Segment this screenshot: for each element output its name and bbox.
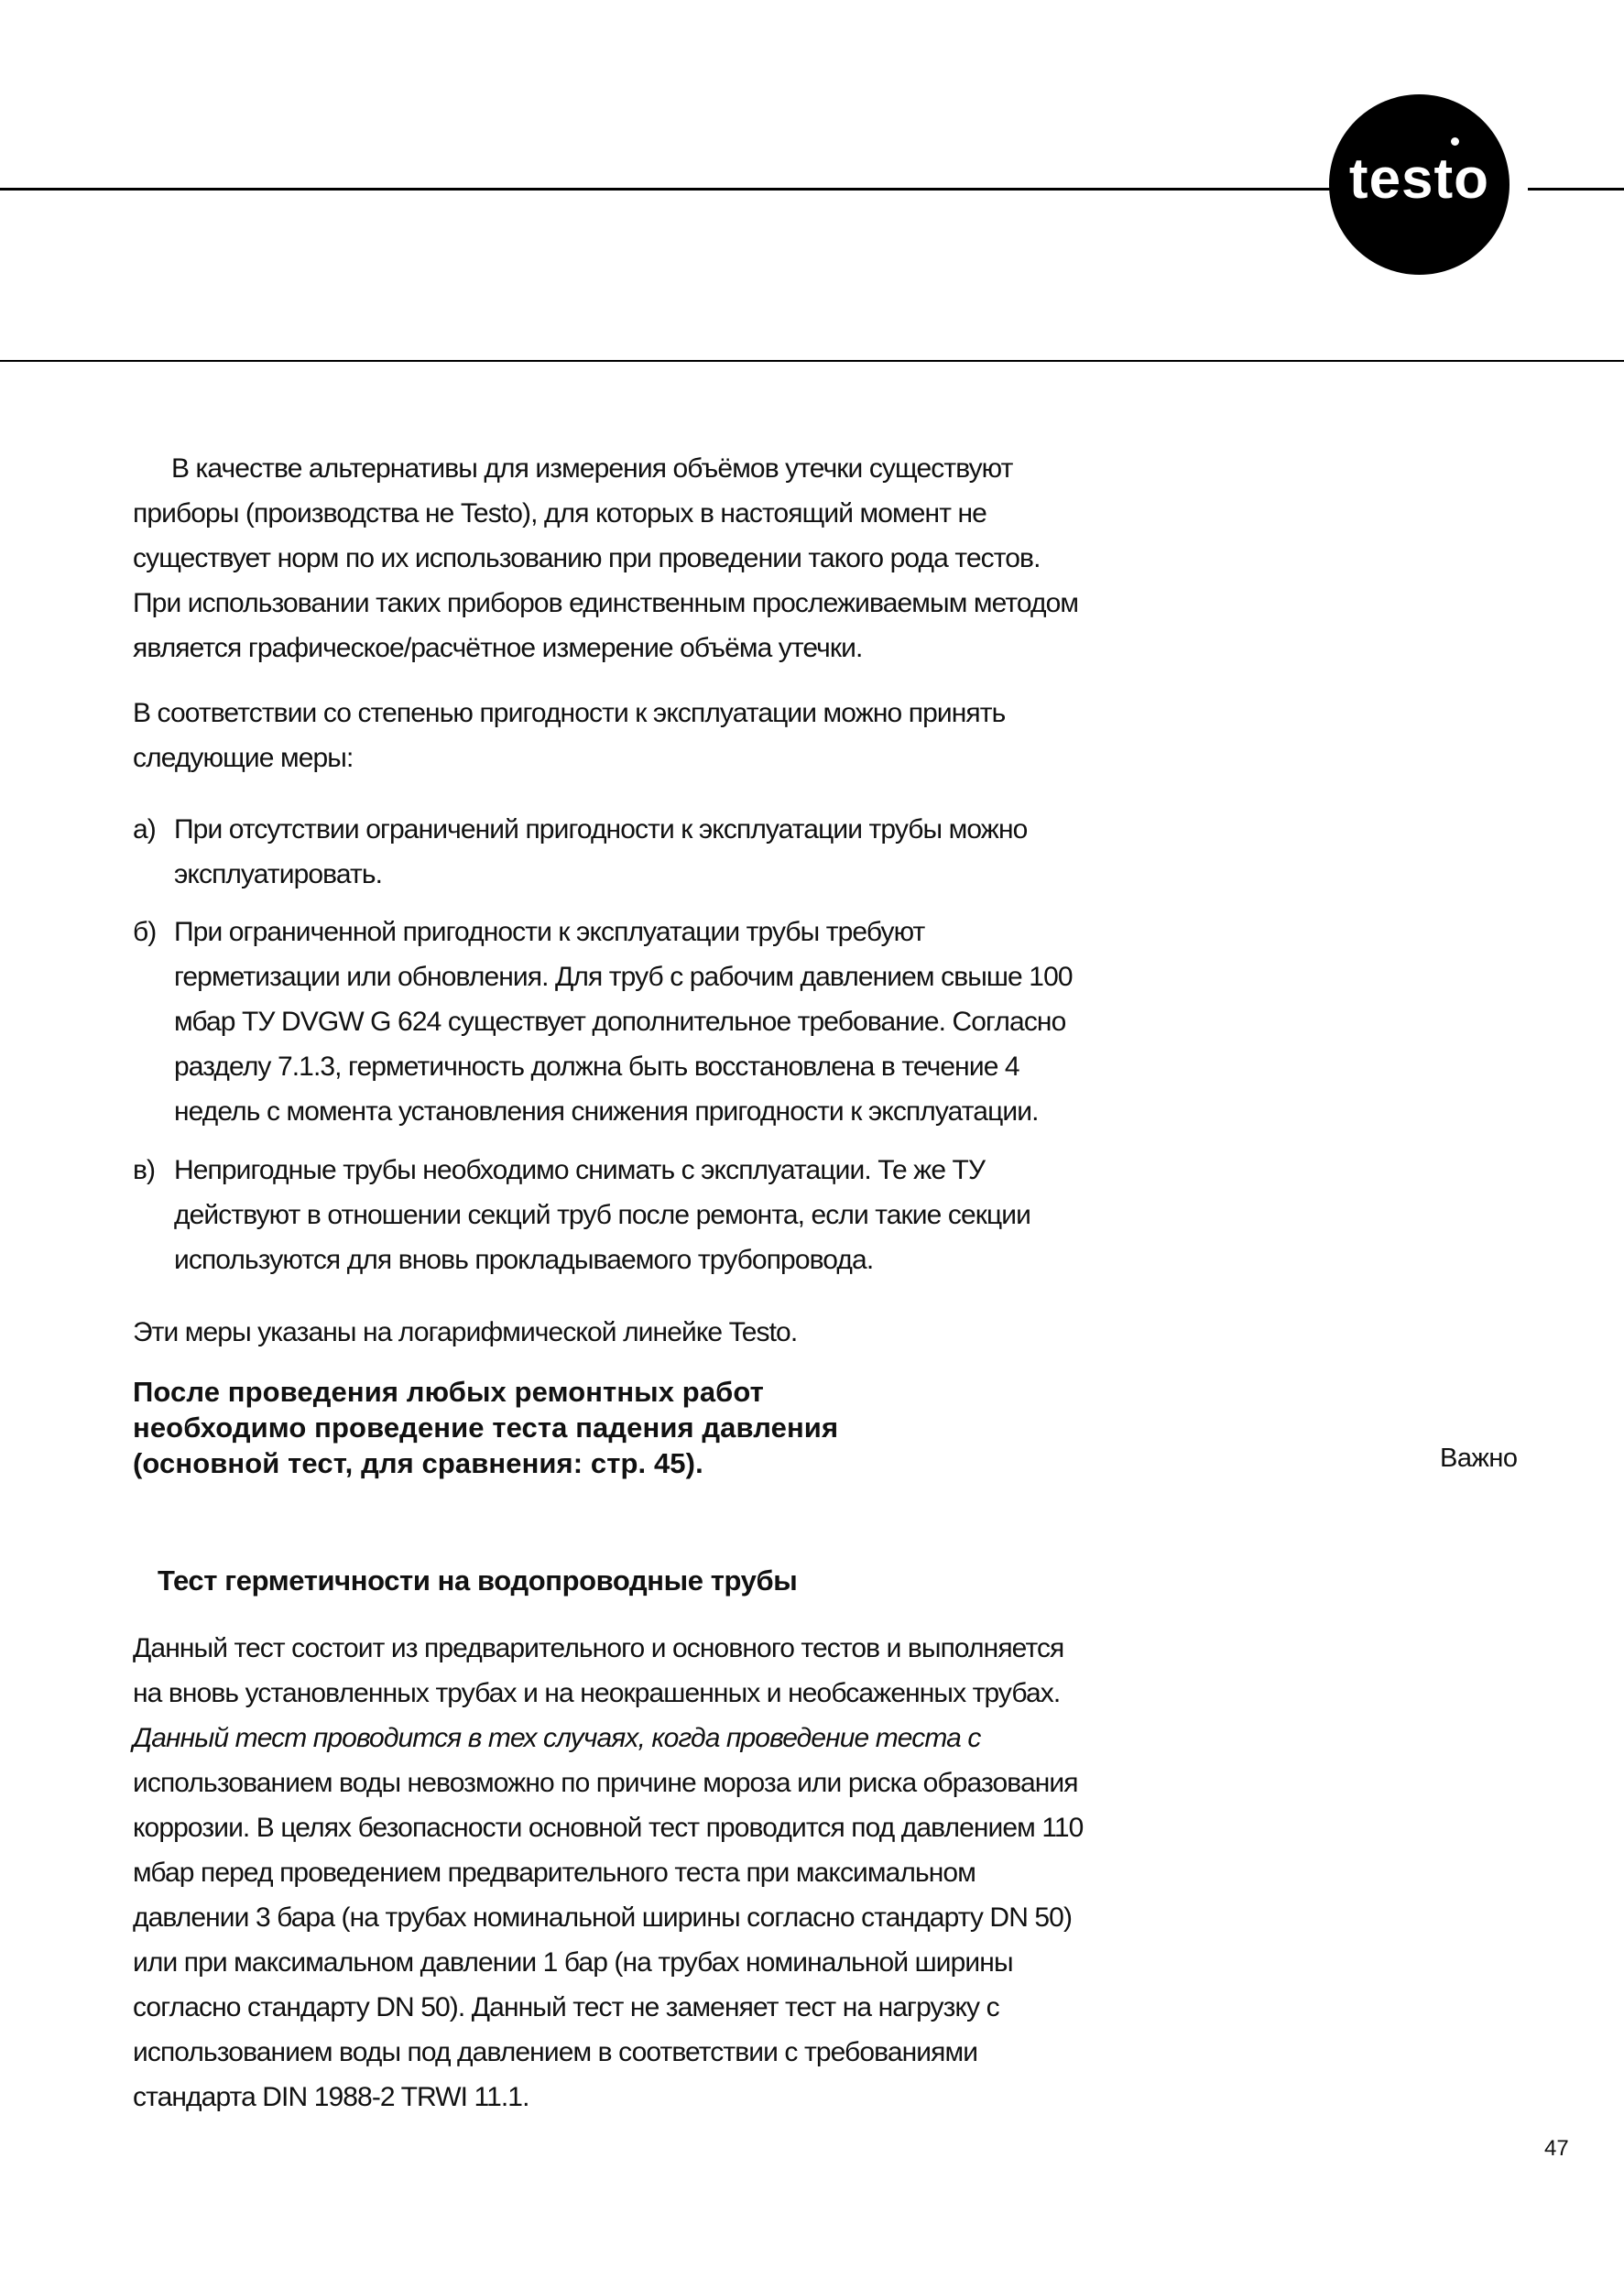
list-item-c: [133, 1148, 1085, 1282]
testo-logo: [1329, 94, 1510, 275]
main-text-block: [133, 446, 1085, 670]
section-body-block: [133, 1626, 1085, 2120]
margin-note-important: Важно: [1440, 1444, 1518, 1473]
section-body-end: использованием воды невозможно по причине мороза или риска образования коррозии. В целях безопасности основной тест проводится под давлением 110 мбар перед проведением предварительного теста при максимальном давлении 3 бара (на трубах номинальной ширины согласно стандарту DN 50) или при максимальном давлении 1 бар (на трубах номинальной ширины согласно стандарту DN 50). Данный тест не заменяет тест на нагрузку с использованием воды под давлением в соответствии с требованиями стандарта DIN 1988-2 TRWI 11.1.: [133, 1768, 1084, 2112]
paragraph-alternative-devices: В качестве альтернативы для измерения объёмов утечки существуют приборы (производства не Testo), для которых в настоящий момент не существует норм по их использованию при проведении такого рода тестов. При использовании таких приборов единственным прослеживаемым методом является графическое/расчётное измерение объёма утечки.: [133, 453, 1079, 663]
logo-text: testo: [1348, 147, 1490, 211]
paragraph-slide-rule-note: Эти меры указаны на логарифмической линейке Testo.: [133, 1317, 798, 1347]
logo-dot-icon: [1451, 137, 1459, 146]
important-note: После проведения любых ремонтных работ необходимо проведение теста падения давления (основной тест, для сравнения: стр. 45).: [133, 1376, 839, 1479]
measures-intro-block: [133, 691, 1085, 780]
list-marker: в): [133, 1155, 156, 1185]
list-marker: а): [133, 814, 156, 845]
section-heading-block: [158, 1563, 1110, 1599]
list-item-a: [133, 807, 1085, 897]
header-rule-bottom: [0, 360, 1624, 362]
list-item-b: [133, 910, 1085, 1134]
list-item-text: Непригодные трубы необходимо снимать с эксплуатации. Те же ТУ действуют в отношении секций труб после ремонта, если такие секции используются для вновь прокладываемого трубопровода.: [174, 1155, 1030, 1275]
section-heading: Тест герметичности на водопроводные трубы: [158, 1564, 798, 1597]
section-body-italic: Данный тест проводится в тех случаях, когда проведение теста с: [133, 1723, 981, 1753]
header-rule-left: [0, 188, 1333, 191]
list-item-text: При отсутствии ограничений пригодности к эксплуатации трубы можно эксплуатировать.: [174, 814, 1028, 889]
list-marker: б): [133, 917, 157, 947]
paragraph-measures-intro: В соответствии со степенью пригодности к эксплуатации можно принять следующие меры:: [133, 698, 1006, 773]
measures-note-block: [133, 1310, 1085, 1355]
header-rule-right: [1528, 188, 1624, 191]
section-body: [133, 1626, 1085, 2120]
page-number: 47: [1544, 2136, 1569, 2161]
section-body-start: Данный тест состоит из предварительного и основного тестов и выполняется на вновь установленных трубах и на неокрашенных и необсаженных трубах.: [133, 1633, 1064, 1708]
important-note-block: [133, 1374, 939, 1481]
list-item-text: При ограниченной пригодности к эксплуатации трубы требуют герметизации или обновления. Для труб с рабочим давлением свыше 100 мбар ТУ DVGW G 624 существует дополнительное требование. Согласно разделу 7.1.3, герметичность должна быть восстановлена в течение 4 недель с момента установления снижения пригодности к эксплуатации.: [174, 917, 1073, 1127]
